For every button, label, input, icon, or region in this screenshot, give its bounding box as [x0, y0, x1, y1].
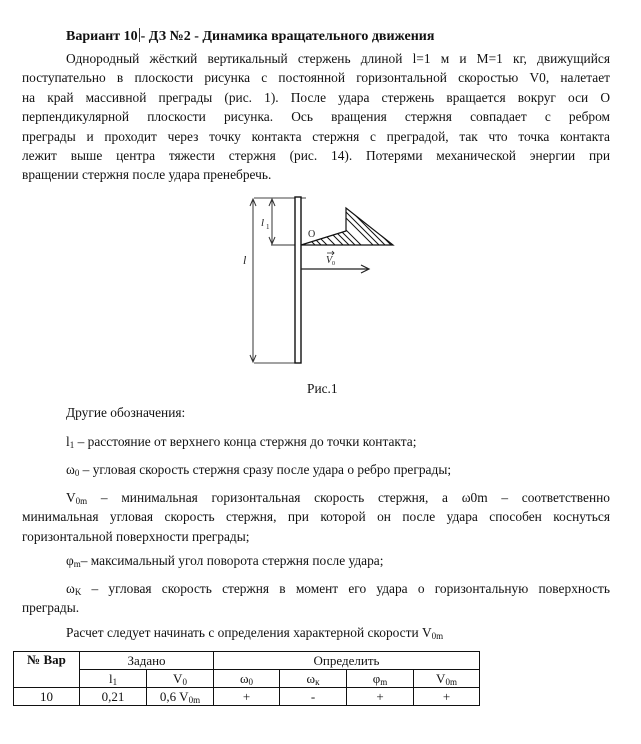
subheader-l1: $l_1$ — [80, 670, 147, 688]
header-find: Определить — [214, 652, 480, 670]
figure-caption: Рис.1 — [307, 381, 338, 396]
svg-text:1: 1 — [266, 223, 270, 231]
svg-text:0: 0 — [332, 261, 335, 267]
cell-variant: 10 — [14, 688, 80, 706]
subheader-wk: $\omega_к$ — [280, 670, 347, 688]
notation-header: Другие обозначения: — [66, 405, 186, 420]
subheader-phim: $\varphi_m$ — [347, 670, 414, 688]
label-l: l — [243, 253, 247, 267]
rod — [295, 197, 301, 363]
notation-w0: $\omega_0$ – угловая скорость стержня сразу после удара о ребро преграды; — [66, 462, 452, 478]
intro-paragraph: Однородный жёсткий вертикальный стержень длиной l=1 м и M=1 кг, движущийся поступательно в плоскости рисунка с постоянной горизонтальной скоростью V0, налетает на край массивной преграды (рис. 1). После удара стержень вращается вокруг оси O перпендикулярной плоскости рисунка. Ось вращения стержня совпадает с ребром преграды и проходит через точку контакта стержня с преградой, так что точка контакта лежит выше центра тяжести стержня (рис. 14). Потерями механической энергии при вращении стержня после удара пренебречь. — [22, 51, 610, 183]
cell-l1: 0,21 — [80, 688, 147, 706]
label-O: O — [308, 229, 316, 240]
table-subheader-row — [14, 670, 480, 688]
label-v0: V — [326, 255, 333, 266]
notation-phim: $\varphi_m-$ максимальный угол поворота стержня после удара; — [66, 553, 384, 569]
cell-phim: + — [347, 688, 414, 706]
cell-v0m: + — [414, 688, 480, 706]
subheader-w0: $\omega_0$ — [214, 670, 280, 688]
subheader-v0: $V_0$ — [147, 670, 214, 688]
notation-v0m: $V_{0m}$ – минимальная горизонтальная скорость стержня, а ω0m – соответственно минимальная угловая скорость стержня, при которой он после удара способен коснуться горизонтальной поверхности преграды; — [22, 490, 610, 544]
notation-l1: $l_1$ – расстояние от верхнего конца стержня до точки контакта; — [66, 434, 417, 450]
variant-table — [13, 651, 480, 706]
cell-wk: - — [280, 688, 347, 706]
header-variant: № Вар — [14, 652, 80, 688]
table-row — [14, 688, 480, 706]
table-header-row — [14, 652, 480, 670]
cell-v0: 0,6 $V_{0m}$ — [147, 688, 214, 706]
cell-w0: + — [214, 688, 280, 706]
notation-wk: $\omega_K$ – угловая скорость стержня в момент его удара о горизонтальную поверхность преграды. — [22, 581, 610, 616]
calc-note: Расчет следует начинать с определения характерной скорости $V_{0m}$ — [66, 625, 444, 641]
document-title: Вариант 10 - ДЗ №2 - Динамика вращательного движения — [66, 29, 435, 44]
subheader-v0m: $V_{0m}$ — [414, 670, 480, 688]
header-given: Задано — [80, 652, 214, 670]
label-l1: l — [261, 217, 265, 229]
